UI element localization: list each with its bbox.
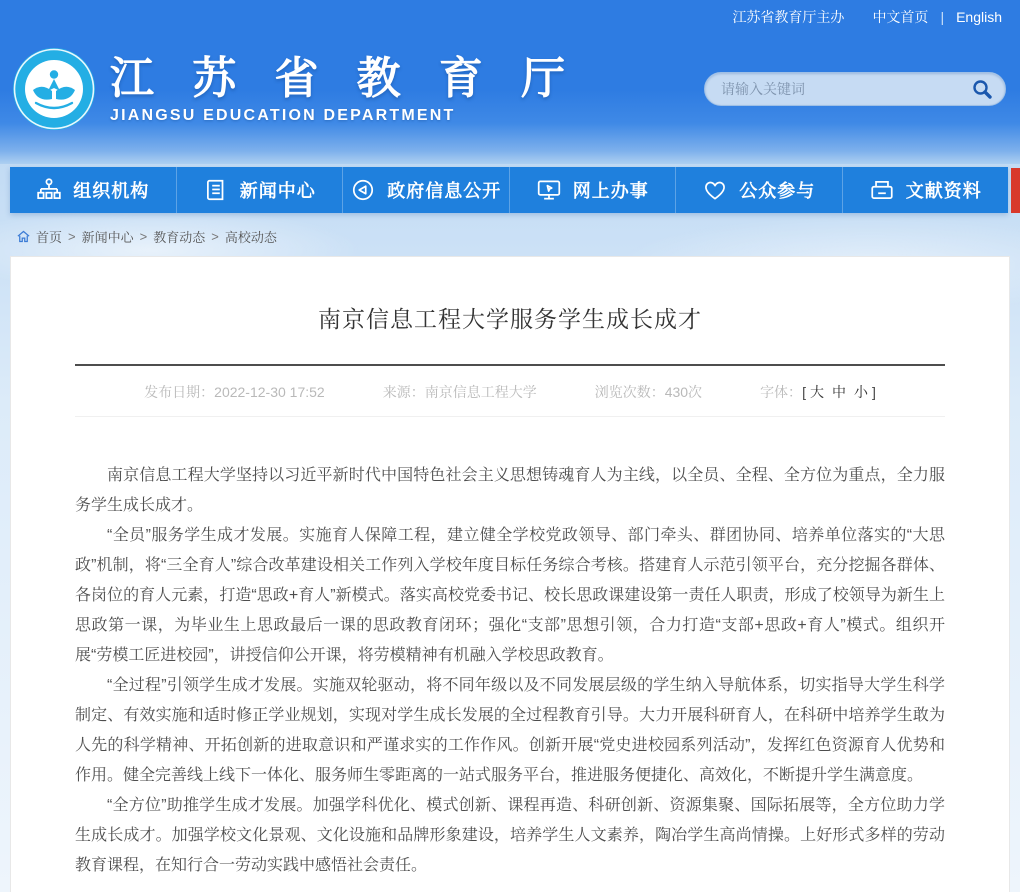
search-icon [970,77,994,101]
font-size-bracket: [ [802,384,806,400]
article-paragraph: “全员”服务学生成才发展。实施育人保障工程，建立健全学校党政领导、部门牵头、群团协同、培养单位落实的“大思政”机制，将“三全育人”综合改革建设相关工作列入学校年度目标任务综合考核。搭建育人示范引领平台，充分挖掘各群体、各岗位的育人元素，打造“思政+育人”新模式。落实高校党委书记、校长思政课建设第一责任人职责，形成了校领导为新生上思政第一课，为毕业生上思政最后一课的思政教育闭环；强化“支部”思想引领，合力打造“支部+思政+育人”模式。组织开展“劳模工匠进校园”，讲授信仰公开课，将劳模精神有机融入学校思政教育。 [75,527,945,664]
nav-label: 网上办事 [572,181,649,201]
header-main-row [0,26,1020,142]
nav-label: 政府信息公开 [387,181,502,201]
nav-item-news-center[interactable] [177,167,344,213]
breadcrumb [0,213,1020,256]
breadcrumb-education-news[interactable]: 教育动态 [153,230,206,245]
view-count: 浏览次数：430次 [594,384,703,400]
font-size-bracket: ] [871,384,876,400]
article-source: 来源：南京信息工程大学 [382,384,537,400]
nav-item-public-participation[interactable] [676,167,843,213]
font-size-large-button[interactable]: 大 [809,384,824,400]
site-title-cn: 江 苏 省 教 育 厅 [110,54,579,103]
site-header [0,0,1020,164]
breadcrumb-separator: > [139,229,148,244]
breadcrumb-university-news[interactable]: 高校动态 [224,230,277,245]
breadcrumb-separator: > [211,229,219,244]
heart-icon [702,177,728,203]
archive-icon [869,177,895,203]
nav-label: 新闻中心 [239,181,316,201]
breadcrumb-home[interactable]: 首页 [36,230,63,245]
font-size-small-button[interactable]: 小 [853,384,868,400]
font-size-medium-button[interactable]: 中 [831,384,846,400]
site-brand [110,53,578,125]
topbar-separator: | [940,9,945,25]
article-paragraph: “全过程”引领学生成才发展。实施双轮驱动，将不同年级以及不同发展层级的学生纳入导航体系，切实指导大学生科学制定、有效实施和适时修正学业规划，实现对学生成长发展的全过程教育引导。大力开展科研育人，在科研中培养学生敢为人先的科学精神、开拓创新的进取意识和严谨求实的工作作风。创新开展“党史进校园系列活动”，发挥红色资源育人优势和作用。健全完善线上线下一体化、服务师生零距离的一站式服务平台，推进服务便捷化、高效化，不断提升学生满意度。 [75,677,945,784]
nav-label: 公众参与 [739,181,816,201]
main-navigation-wrap [0,167,1020,213]
breadcrumb-news-center[interactable]: 新闻中心 [81,230,134,245]
org-chart-icon [36,177,62,203]
site-title-en: JIANGSU EDUCATION DEPARTMENT [110,107,456,124]
font-size-control [760,382,876,402]
nav-edge-red-strip [1011,168,1020,213]
nav-item-documents[interactable] [843,167,1009,213]
article-body [75,461,945,881]
info-disclosure-icon [350,177,376,203]
article-card [10,256,1010,892]
article-paragraph: “全方位”助推学生成才发展。加强学科优化、模式创新、课程再造、科研创新、资源集聚、国际拓展等，全方位助力学生成长成才。加强学校文化景观、文化设施和品牌形象建设，培养学生人文素养，陶冶学生高尚情操。上好形式多样的劳动教育课程，在知行合一劳动实践中感悟社会责任。 [75,797,945,874]
search-input[interactable] [721,81,969,97]
publish-date: 发布日期：2022-12-30 17:52 [144,384,325,400]
breadcrumb-separator: > [68,229,76,244]
host-link[interactable]: 江苏省教育厅主办 [732,9,845,25]
article-paragraph: 南京信息工程大学坚持以习近平新时代中国特色社会主义思想铸魂育人为主线，以全员、全程、全方位为重点，全力服务学生成长成才。 [75,467,945,514]
department-logo-icon [12,47,96,131]
home-icon [16,229,31,244]
main-navigation [10,167,1008,213]
nav-item-online-services[interactable] [510,167,677,213]
search-button[interactable] [969,76,995,102]
nav-label: 文献资料 [905,181,982,201]
site-search [704,72,1006,106]
chinese-home-link[interactable]: 中文首页 [872,9,929,25]
top-utility-bar [0,0,1020,26]
nav-item-gov-info-disclosure[interactable] [343,167,510,213]
nav-label: 组织机构 [73,181,150,201]
nav-item-organization[interactable] [10,167,177,213]
font-size-label: 字体： [760,384,803,400]
article-title: 南京信息工程大学服务学生成长成才 [318,306,702,332]
news-doc-icon [203,177,229,203]
article-meta-bar [75,364,945,417]
english-link[interactable]: English [956,9,1002,25]
online-service-icon [536,177,562,203]
